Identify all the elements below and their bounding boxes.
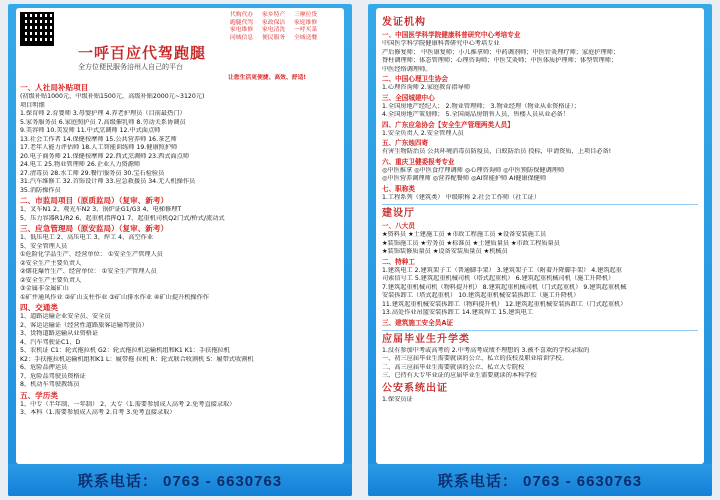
section-line: 1、叉车N1 2、观光车N2 3、锅炉证G1/G3 4、电梯修理T <box>20 206 182 213</box>
section-line: 中国医学科学院健康科普研究中心考培专业 <box>382 40 500 47</box>
section-pest-control <box>382 139 698 157</box>
section-line: 3、本科（1.需要参加成人高考 2.自考 3.免考直接录取） <box>20 409 176 416</box>
section-line: 项目明细 <box>20 101 45 109</box>
section-line: 17.老年人能力评估师 18.人工智能训练师 19.健康照护师 <box>20 144 178 151</box>
flyer-right-panel <box>376 8 704 464</box>
contact-phone: 联系电话： 0763 - 6630763 <box>437 472 643 490</box>
section-mental-health <box>382 75 698 93</box>
section-line: ★资料员 ★土建施工员 ★市政工程施工员 ★设备安装施工员 <box>382 231 547 238</box>
service-item: 一呼买菜 <box>294 27 318 33</box>
section-line: K2：手扶拖拉机运输机组和K1 L：履带拖 拉机 R：轮式联合收割机 S：履带式收割机 <box>20 355 254 363</box>
services-grid <box>230 12 324 42</box>
section-title: 三、应急管理局（原安监局）（复审、新考） <box>20 224 169 233</box>
section-title: 二、特种工 <box>382 257 415 266</box>
section-line: 2、客运运输证（经营性道路旅客运输驾驶员） <box>20 321 148 329</box>
section-line: ②安全生产主要负责人 <box>20 276 82 284</box>
service-item: 三摩拉货 <box>294 12 318 18</box>
section-title: 三、建筑施工安全员A证 <box>382 318 454 327</box>
section-line: 1.保育师 2.育婴师 3.母婴护理 4.养老护理员（目前最热门） <box>20 110 186 117</box>
section-line: 脊柱调理师；体态管理师；心理咨询师；中医艾灸师；中医体质护理师；体型管理师； <box>382 57 618 64</box>
service-item: 家电维修 <box>230 27 254 33</box>
section-market-supervision <box>20 196 340 223</box>
section-special-workers <box>382 258 698 318</box>
divider <box>382 204 698 205</box>
section-line: 1、中专（半年制、一年制） 2、大专（1.需要参加成人高考 2.免考直接录取） <box>20 400 236 408</box>
slogan: 让您生活更便捷、高效、舒适! <box>228 75 307 81</box>
flyer-left <box>8 4 352 496</box>
section-line: ①矿井通风作业 ②矿山支柱作业 ③矿山排水作业 ④矿山提升机操作作 <box>20 293 209 301</box>
section-emergency <box>20 224 340 302</box>
section-medical-academy <box>382 31 698 74</box>
phone-bar <box>8 464 352 496</box>
service-item: 全城送餐 <box>294 34 318 41</box>
section-line: 9.美容师 10.美发师 11.中式烹调师 12.中式面点师 <box>20 127 161 134</box>
section-line: ②烟花爆竹生产、经营单位： ①安全生产管理人员 <box>20 268 157 275</box>
section-title: 二、中国心理卫生协会 <box>382 75 448 83</box>
section-title: 五、学历类 <box>20 390 58 400</box>
section-professional-title <box>382 185 698 203</box>
section-line: 安装拆卸工（塔式起重机） 10.建筑起重机械安装拆卸工（施工升降机） <box>382 292 580 299</box>
section-line: 1.安全负责人 2.安全管理人员 <box>382 129 464 137</box>
contact-phone: 联系电话： 0763 - 6630763 <box>77 472 283 490</box>
section-line: 中医经络调理师。 <box>382 65 432 73</box>
section-line: 13.高处作业吊篮安装拆卸工 14.建筑焊工 15.建筑电工 <box>382 309 534 316</box>
section-line: 产后修复师； 中医康复师；小儿推拿师；中药调剂师；中医针灸理疗师；家庭护理师； <box>382 48 620 56</box>
section-line: 有害生物防治员 公共环境消毒员防疫员，白蚁防治员 投标，申请资质，上项目必备! <box>382 148 612 155</box>
section-title: 七、职称类 <box>382 184 415 193</box>
section-title: 三、全国城建中心 <box>382 93 435 102</box>
section-title: 一、八大员 <box>382 222 415 230</box>
graduate-heading: 应届毕业生升学类 <box>382 333 470 345</box>
section-line: 1.没有参加中考或高考的 2.中考高考成绩不理想的 3.被不喜欢的学校录取的 <box>382 346 590 354</box>
qr-code-icon <box>20 12 54 46</box>
section-safety-officer <box>382 319 698 328</box>
section-eight-staff <box>382 222 698 257</box>
section-line: ②安全生产主要负责人 <box>20 259 82 267</box>
section-graduate <box>382 333 698 381</box>
section-title: 二、市监局项目（原质监局）（复审、新考） <box>20 196 169 205</box>
section-line: 11.建筑起重机械安装拆卸工（物料提升机） 12.建筑起重机械安装拆卸工（门式起重机） <box>382 300 627 308</box>
section-police <box>382 382 698 405</box>
section-emergency-association <box>382 121 698 139</box>
section-title: 一、中国医学科学院健康科普研究中心考培专业 <box>382 31 521 39</box>
section-urban-construction <box>382 94 698 120</box>
section-title: 六、重庆卫健委报考专业 <box>382 157 455 166</box>
section-line: 5、压力容器R1/R2 6、起重机指挥Q1 7、起重机司机Q2门式/桥式/流动式 <box>20 214 225 222</box>
section-line: 4.全国房地产策划师； 5.全国商品房销售人员，售楼人员从业必备！ <box>382 111 570 118</box>
section-line: ◎中医推拿 ◎中医食疗理调师 ◎心理咨询师 ◎中医预防保健调理师 <box>382 166 565 174</box>
section-line: 5、安全管理人员 <box>20 242 68 250</box>
section-line: 3、货物道路运输从业资格证 <box>20 330 99 337</box>
section-line: 1.工程系列（建筑类） 中级职称 2.社会工作师（社工证） <box>382 193 541 201</box>
section-line: 27.清毒员 28.水工师 29.餐厅服务员 30.宝石检验员 <box>20 169 165 177</box>
section-title: 四、广东应急协会【安全生产管理两类人员】 <box>382 120 514 129</box>
section-title: 五、广东烛四寄 <box>382 139 429 147</box>
brand-subtitle: 全方位便民服务涪州人自己的平台 <box>78 63 183 71</box>
service-item: 代购代办 <box>230 12 254 18</box>
section-line: 8、机动车驾驶教练员 <box>20 381 80 388</box>
service-item: 家电清洗 <box>262 27 286 33</box>
section-education <box>20 391 340 418</box>
issuer-heading: 发证机构 <box>382 17 426 28</box>
section-line: 1.保安员证 <box>382 395 413 403</box>
section-line: ★装饰装修质量员 ★设备安装质量员 ★机械员 <box>382 248 508 255</box>
service-item: 跑腿代驾 <box>230 19 254 26</box>
section-line: (初级补贴1000元，中级补贴1500元，高级补贴2000元~3120元) <box>20 93 205 100</box>
section-line: 1.全国房地产经纪人； 2.物业管理师； 3.物业经理（物业从业资格证）； <box>382 102 580 110</box>
section-hr-subsidy <box>20 83 340 195</box>
service-item: 家庭维修 <box>294 19 318 26</box>
section-line: 35.消防操作员 <box>20 186 61 194</box>
section-line: 4、汽车驾驶证C1、D <box>20 338 81 346</box>
section-line: 20.电子商务师 21.保健按摩师 22.西式烹调师 23.西式面点师 <box>20 152 190 160</box>
section-line: ◎中医营养调理师 ◎营养配餐师 ◎AI智能护师 AI健康保健师 <box>382 175 547 182</box>
left-content <box>20 82 340 418</box>
section-line: 5、农机证 C1：轮式拖拉机 G2：轮式拖拉机运输机组和K1 K1：手扶拖拉机 <box>20 347 230 354</box>
service-item: 同城信息 <box>230 34 254 41</box>
brand-title: 一呼百应代驾跑腿 <box>78 44 207 62</box>
phone-bar <box>368 464 712 496</box>
section-line: 三、已持有大专毕业证的应届毕业生需要就读的本科学校 <box>382 372 537 379</box>
section-line: 1、低压电工 2、高压电工 3、焊工 4、高空作业 <box>20 234 154 241</box>
section-line: 1、道路运输企业安全员、安全员 <box>20 313 111 320</box>
construction-heading: 建设厅 <box>382 208 415 219</box>
service-item: 便民服务 <box>262 34 286 41</box>
right-content <box>382 16 698 404</box>
section-title: 四、交通类 <box>20 303 58 312</box>
service-item: 家政保洁 <box>262 19 286 26</box>
divider <box>382 330 698 331</box>
service-item: 家乡特产 <box>262 12 286 18</box>
flyer-right <box>368 4 712 496</box>
section-line: ★装饰施工员 ★劳务员 ★标准员 ★土建质量员 ★市政工程质量员 <box>382 239 560 247</box>
section-line: ③金属非金属矿山 <box>20 285 69 292</box>
section-line: 司索信号工 5.建筑起重机械司机（塔式起重机） 6.建筑起重机械司机（施工升降机） <box>382 275 615 282</box>
section-line: 二、高三应届毕业生需要就读的公立、私立大专院校 <box>382 363 525 371</box>
section-health-commission <box>382 158 698 184</box>
section-line: 7.建筑起重机械司机（物料提升机） 8.建筑起重机械司机（门式起重机） 9.建筑起重机械 <box>382 283 627 291</box>
section-line: 13.社会工作者 14.保健按摩师 15.公共营养师 16.茶艺师 <box>20 135 177 143</box>
section-line: 5.家务服务员 6.家庭照护员 7.高级催乳师 8.劳动关系协调员 <box>20 118 186 126</box>
qr-block <box>20 12 54 46</box>
flyer-left-panel <box>16 8 344 464</box>
section-line: 一、初三应届毕业生需要就读的公立、私立的技校及职业培训学校。 <box>382 355 568 362</box>
section-line: 7、危险品驾驶员资格证 <box>20 372 86 380</box>
section-line: 1.建筑电工 2.建筑架子工（普通脚手架） 3.建筑架子工（附着升降脚手架） 4.建筑起重 <box>382 266 622 274</box>
section-line: 6、危险品押运员 <box>20 364 68 371</box>
section-line: 1.心理咨询师 2.家庭教育指导师 <box>382 84 471 91</box>
section-transport <box>20 303 340 390</box>
police-heading: 公安系统出证 <box>382 382 448 394</box>
section-title: 一、人社局补贴项目 <box>20 83 89 92</box>
section-line: 24.电工 25.物业管理师 26.企业人力资源师 <box>20 161 141 168</box>
section-line: 31.汽车维修工 32.首饰设计师 33.应急救援员 34.无人机操作员 <box>20 178 196 185</box>
section-line: ①危险化学品生产、经营单位： ①安全生产管理人员 <box>20 251 163 258</box>
